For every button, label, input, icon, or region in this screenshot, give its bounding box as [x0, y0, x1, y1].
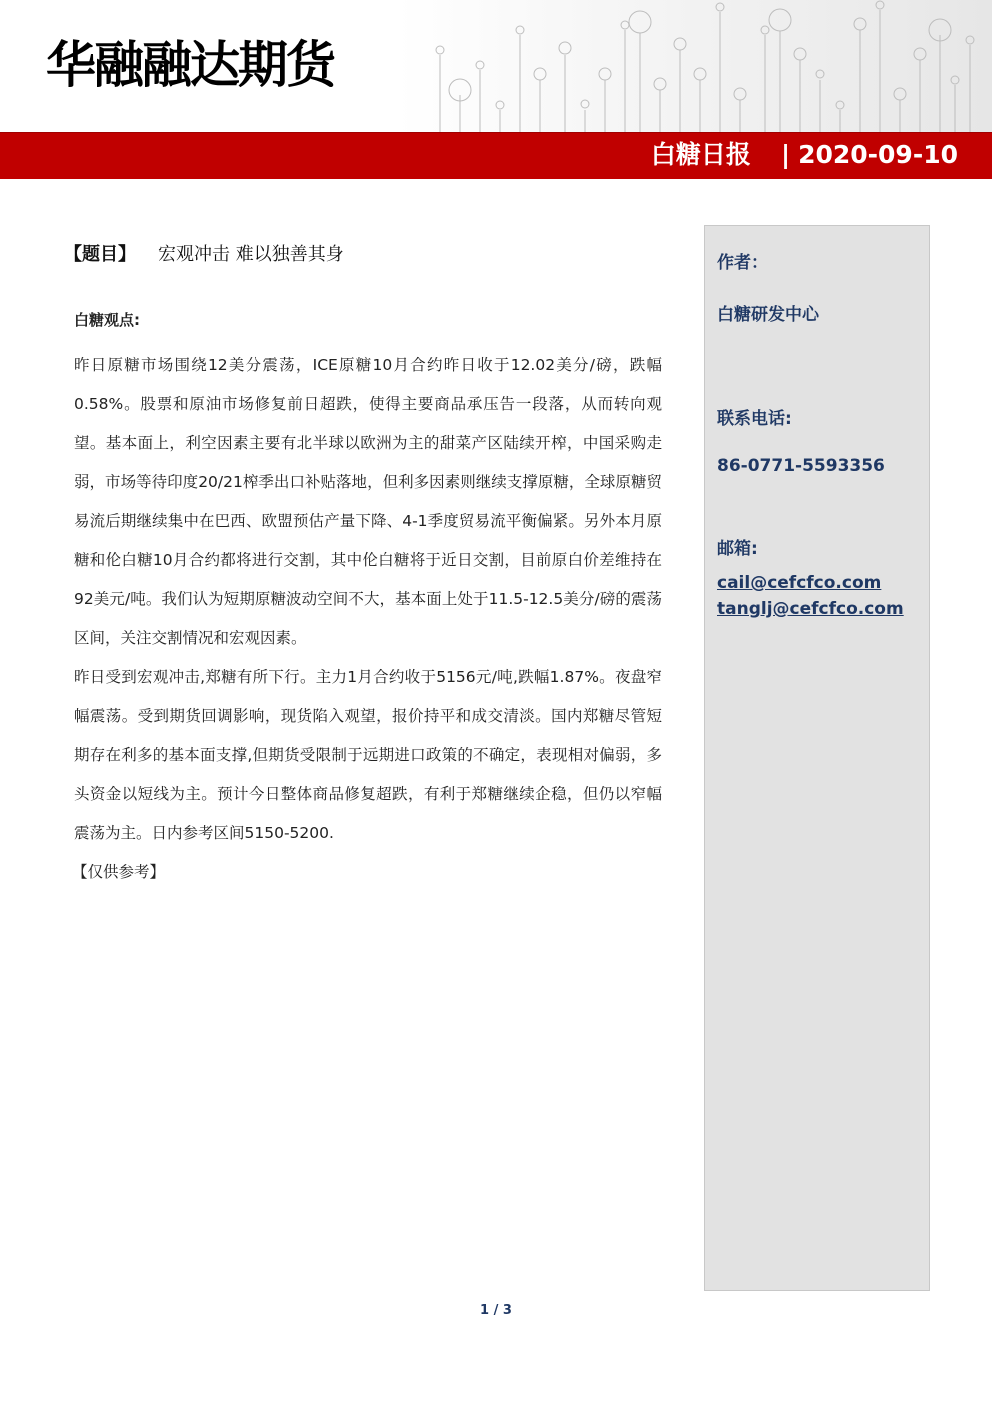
header-decoration-graphic [400, 0, 992, 132]
report-date: 2020-09-10 [798, 140, 958, 169]
author-name: 白糖研发中心 [717, 305, 819, 325]
topic-title: 宏观冲击 难以独善其身 [158, 244, 344, 265]
body-paragraph: 昨日受到宏观冲击,郑糖有所下行。主力1月合约收于5156元/吨,跌幅1.87%。夜盘窄幅震荡。受到期货回调影响，现货陷入观望，报价持平和成交清淡。国内郑糖尽管短期存在利多的基本面支撑,但期货受限制于远期进口政策的不确定，表现相对偏弱，多头资金以短线为主。预计今日整体商品修复超跌，有利于郑糖继续企稳，但仍以窄幅震荡为主。日内参考区间5150-5200. [74, 668, 662, 842]
disclaimer: 【仅供参考】 [72, 863, 166, 881]
body-paragraph: 昨日原糖市场围绕12美分震荡，ICE原糖10月合约昨日收于12.02美分/磅，跌幅0.58%。股票和原油市场修复前日超跌，使得主要商品承压告一段落，从而转向观望。基本面上，利空因素主要有北半球以欧洲为主的甜菜产区陆续开榨，中国采购走弱，市场等待印度20/21榨季出口补贴落地，但利多因素则继续支撑原糖，全球原糖贸易流后期继续集中在巴西、欧盟预估产量下降、4-1季度贸易流平衡偏紧。另外本月原糖和伦白糖10月合约都将进行交割，其中伦白糖将于近日交割，目前原白价差维持在92美元/吨。我们认为短期原糖波动空间不大，基本面上处于11.5-12.5美分/磅的震荡区间，关注交割情况和宏观因素。 [74, 356, 662, 647]
author-label: 作者： [717, 253, 768, 273]
report-name: 白糖日报 [650, 140, 751, 169]
email-label: 邮箱: [717, 539, 758, 559]
company-name: 华融融达期货 [46, 35, 334, 94]
title-separator: | [780, 140, 791, 169]
email-link[interactable]: tanglj@cefcfco.com [717, 599, 904, 619]
phone-number: 86-0771-5593356 [717, 456, 885, 476]
report-title [651, 139, 958, 171]
topic-label: 【题目】 [64, 244, 136, 265]
topic-line [64, 240, 344, 266]
author-sidebar [704, 225, 930, 1291]
report-body [74, 308, 662, 892]
page-number: 1 / 3 [480, 1303, 512, 1318]
email-link[interactable]: cail@cefcfco.com [717, 573, 882, 593]
section-heading: 白糖观点: [74, 311, 140, 329]
phone-label: 联系电话: [717, 409, 792, 429]
